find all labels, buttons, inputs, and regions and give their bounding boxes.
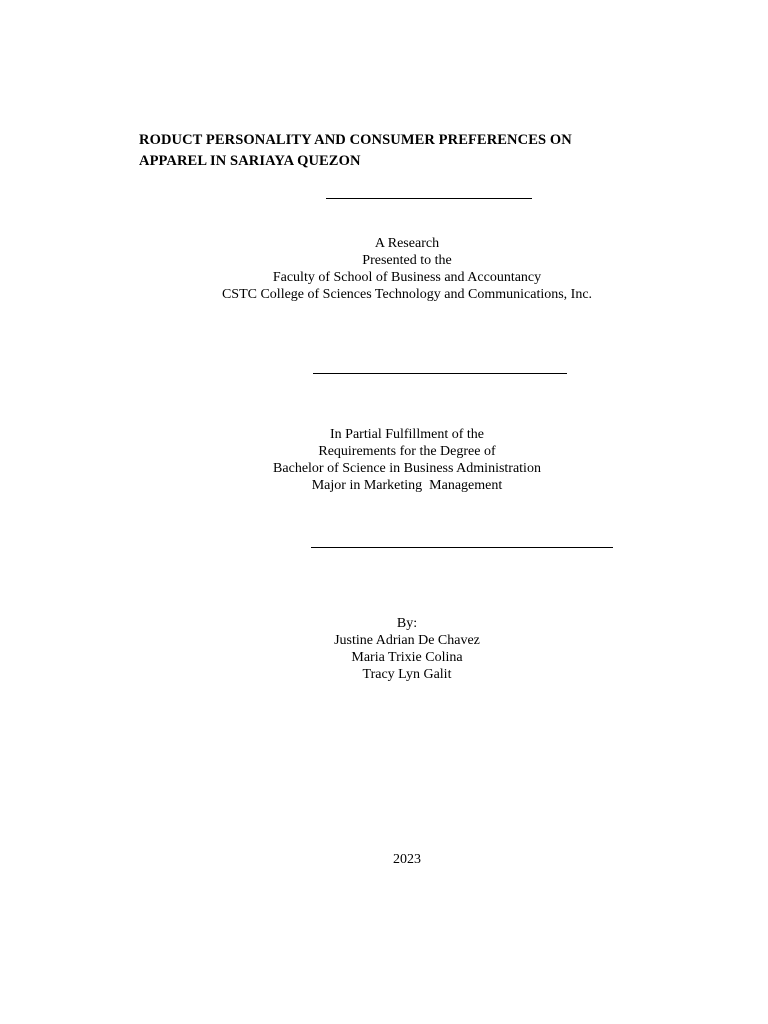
fulfillment-line: In Partial Fulfillment of the — [330, 427, 484, 442]
title-line-1: RODUCT PERSONALITY AND CONSUMER PREFERENCES ON — [139, 132, 572, 148]
document-type: A Research — [374, 236, 440, 251]
divider-line — [313, 373, 567, 374]
publication-year: 2023 — [393, 852, 421, 867]
document-title — [139, 130, 639, 172]
divider-line — [326, 198, 532, 199]
author-name: Justine Adrian De Chavez — [334, 633, 480, 648]
author-name: Maria Trixie Colina — [351, 650, 463, 665]
faculty-name: Faculty of School of Business and Accountancy — [272, 270, 542, 285]
authors-block — [0, 615, 768, 683]
fulfillment-block — [0, 426, 768, 494]
major-name: Major in Marketing Management — [311, 478, 503, 493]
year-block — [0, 851, 768, 868]
by-label: By: — [396, 616, 418, 631]
presented-to-label: Presented to the — [362, 253, 452, 268]
college-name: CSTC College of Sciences Technology and Communications, Inc. — [221, 287, 593, 302]
author-name: Tracy Lyn Galit — [362, 667, 452, 682]
divider-line — [311, 547, 613, 548]
title-line-2: APPAREL IN SARIAYA QUEZON — [139, 153, 361, 169]
requirements-line: Requirements for the Degree of — [318, 444, 496, 459]
presentation-block — [0, 235, 768, 303]
degree-name: Bachelor of Science in Business Administration — [273, 461, 541, 476]
